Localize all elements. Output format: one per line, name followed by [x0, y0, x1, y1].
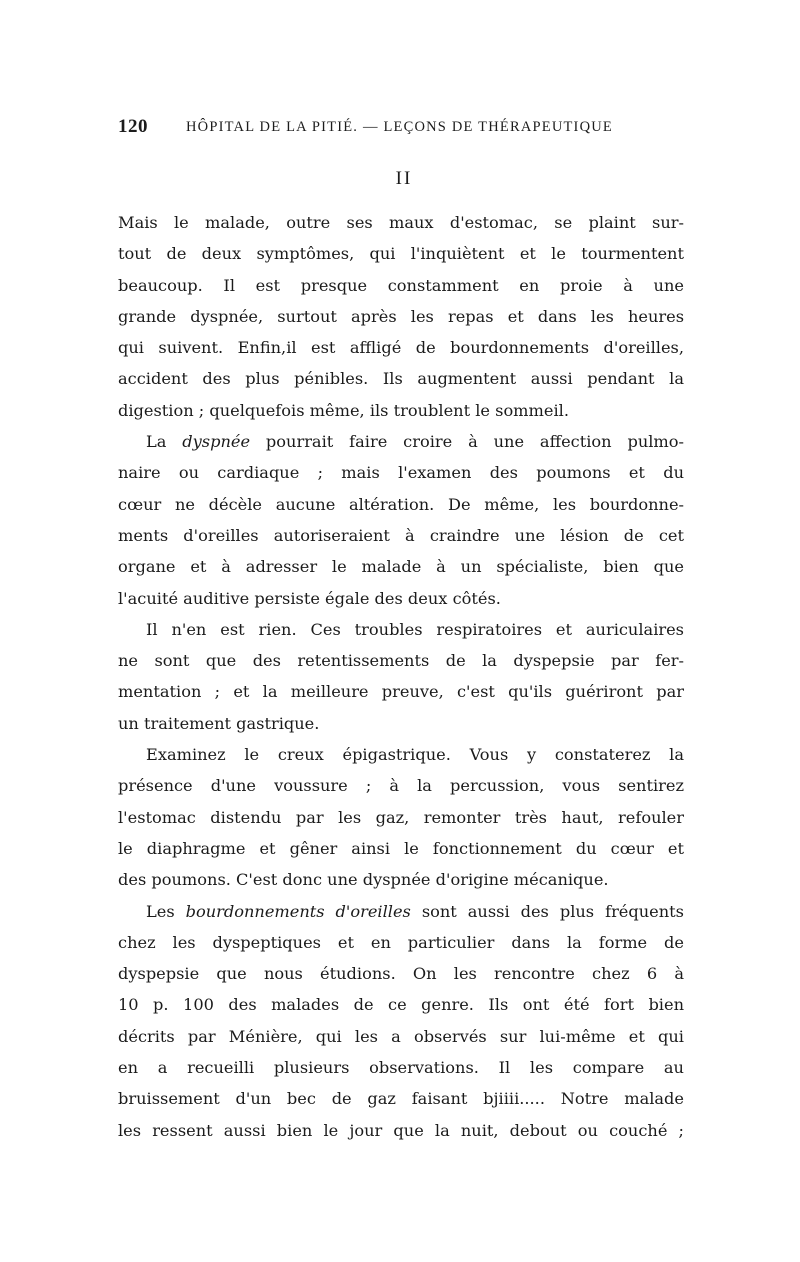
text-line: décrits par Ménière, qui les a observés sur lui-même et qui: [118, 1026, 684, 1046]
text-run: La: [146, 432, 183, 452]
text-line: bruissement d'un bec de gaz faisant bjiiii..... Notre malade: [118, 1089, 684, 1109]
text-line: accident des plus pénibles. Ils augmentent aussi pendant la: [118, 369, 684, 389]
text-line: [118, 426, 684, 457]
page-number: 120: [118, 116, 148, 137]
text-line: 10 p. 100 des malades de ce genre. Ils ont été fort bien: [118, 995, 684, 1015]
italic-term: bourdonnements d'oreilles: [185, 901, 411, 921]
running-title: HÔPITAL DE LA PITIÉ. — LEÇONS DE THÉRAPEUTIQUE: [186, 119, 613, 135]
text-line: beaucoup. Il est presque constamment en proie à une: [118, 275, 684, 295]
text-line: naire ou cardiaque ; mais l'examen des poumons et du: [118, 463, 684, 483]
body-text: [118, 207, 684, 1146]
section-number: II: [395, 168, 413, 189]
text-line: chez les dyspeptiques et en particulier dans la forme de: [118, 932, 684, 952]
text-line: le diaphragme et gêner ainsi le fonctionnement du cœur et: [118, 838, 684, 858]
text-line: l'estomac distendu par les gaz, remonter très haut, refouler: [118, 807, 684, 827]
text-line: Il n'en est rien. Ces troubles respiratoires et auriculaires: [146, 619, 684, 639]
text-line: digestion ; quelquefois même, ils troublent le sommeil.: [118, 400, 569, 420]
text-line: organe et à adresser le malade à un spécialiste, bien que: [118, 557, 684, 577]
text-line: cœur ne décèle aucune altération. De même, les bourdonne-: [118, 494, 684, 514]
text-line: présence d'une voussure ; à la percussion, vous sentirez: [118, 776, 684, 796]
text-line: grande dyspnée, surtout après les repas et dans les heures: [118, 306, 684, 326]
text-line: tout de deux symptômes, qui l'inquiètent et le tourmentent: [118, 244, 684, 264]
text-line: [118, 896, 684, 927]
text-line: ments d'oreilles autoriseraient à craindre une lésion de cet: [118, 525, 684, 545]
text-line: les ressent aussi bien le jour que la nuit, debout ou couché ;: [118, 1120, 684, 1140]
running-head: [118, 116, 684, 140]
text-line: dyspepsie que nous étudions. On les rencontre chez 6 à: [118, 964, 684, 984]
text-run: Les: [146, 901, 186, 921]
text-line: mentation ; et la meilleure preuve, c'est qu'ils guériront par: [118, 682, 684, 702]
text-line: un traitement gastrique.: [118, 713, 320, 733]
text-line: qui suivent. Enfin,il est affligé de bourdonnements d'oreilles,: [118, 338, 684, 358]
text-line: Mais le malade, outre ses maux d'estomac, se plaint sur-: [118, 213, 684, 232]
text-line: l'acuité auditive persiste égale des deux côtés.: [118, 588, 501, 608]
text-run: pourrait faire croire à une affection pulmo-: [250, 432, 684, 452]
text-line: en a recueilli plusieurs observations. Il les compare au: [118, 1058, 684, 1078]
text-run: sont aussi des plus fréquents: [410, 901, 684, 921]
italic-term: dyspnée: [182, 432, 251, 452]
text-line: des poumons. C'est donc une dyspnée d'origine mécanique.: [118, 870, 609, 890]
text-line: Examinez le creux épigastrique. Vous y constaterez la: [146, 745, 684, 765]
text-line: ne sont que des retentissements de la dyspepsie par fer-: [118, 651, 684, 671]
